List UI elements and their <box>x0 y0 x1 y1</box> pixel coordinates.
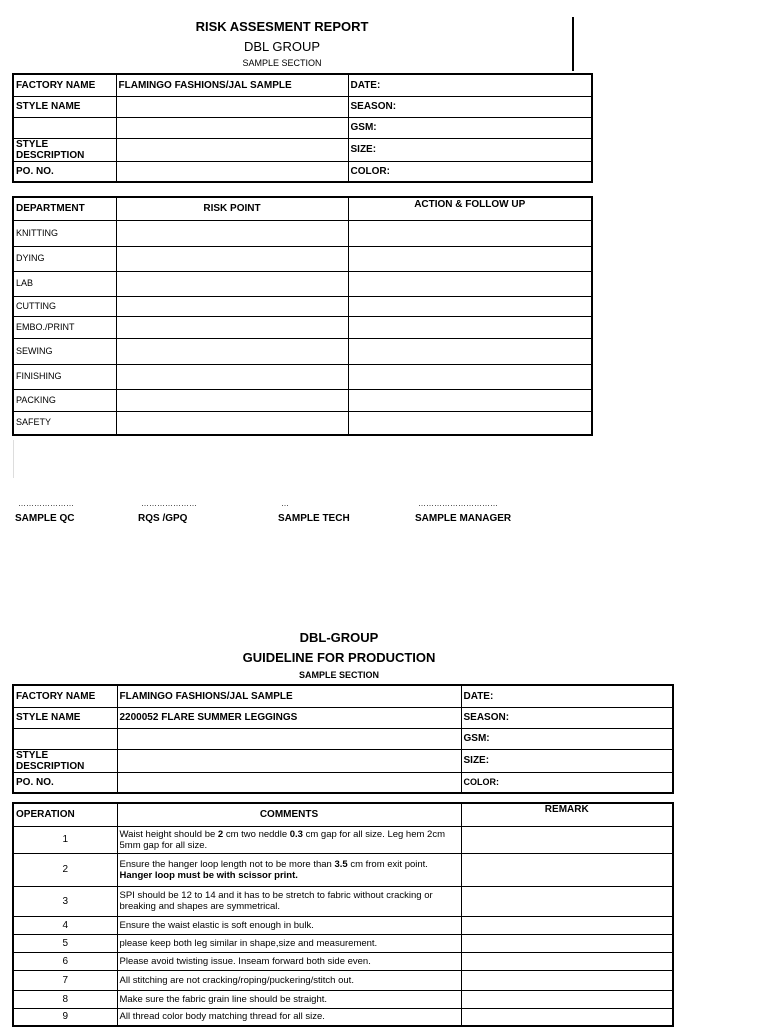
info-right-label: DATE: <box>348 74 592 96</box>
comment-text: Hanger loop must be with scissor print. <box>119 869 298 881</box>
signature-line: ………………………… <box>418 499 498 508</box>
operation-row <box>13 1008 673 1026</box>
signature-line: ………………… <box>18 499 74 508</box>
operation-number: 4 <box>13 916 117 934</box>
info-label: FACTORY NAME <box>13 74 116 96</box>
department-row <box>13 389 592 411</box>
comment-text: cm from exit point. <box>347 858 428 870</box>
report2-info-table <box>12 684 674 794</box>
risk-point-cell <box>116 411 348 435</box>
department-name: SAFETY <box>13 411 116 435</box>
department-row <box>13 220 592 246</box>
info-row <box>13 96 592 117</box>
department-row <box>13 316 592 338</box>
info-value <box>117 749 461 772</box>
department-name: EMBO./PRINT <box>13 316 116 338</box>
info-label: PO. NO. <box>13 772 117 793</box>
operation-number: 1 <box>13 826 117 853</box>
comment-text: All stitching are not cracking/roping/puckering/stitch out. <box>119 974 354 986</box>
remark-cell <box>461 826 673 853</box>
comment-text: 3.5 <box>334 858 348 870</box>
info-row <box>13 161 592 182</box>
department-name: LAB <box>13 271 116 296</box>
faint-margin-line <box>13 440 14 478</box>
report2-title: GUIDELINE FOR PRODUCTION <box>242 650 436 665</box>
operation-row <box>13 916 673 934</box>
report1-title: RISK ASSESMENT REPORT <box>195 19 369 34</box>
remark-cell <box>461 853 673 886</box>
operation-comment <box>117 826 461 853</box>
operation-header: OPERATION <box>13 803 117 826</box>
info-row <box>13 117 592 138</box>
comment-text: 0.3 <box>289 828 303 840</box>
action-cell <box>348 316 592 338</box>
department-name: SEWING <box>13 338 116 364</box>
info-value <box>117 728 461 749</box>
info-label: PO. NO. <box>13 161 116 182</box>
action-cell <box>348 271 592 296</box>
action-cell <box>348 246 592 271</box>
info-row <box>13 772 673 793</box>
info-value <box>116 117 348 138</box>
comment-text: cm gap for all size. Leg hem 2cm 5mm gap for all size. <box>119 828 446 851</box>
info-label: STYLE NAME <box>13 707 117 728</box>
comment-text: Ensure the waist elastic is soft enough in bulk. <box>119 919 314 931</box>
info-right-label: GSM: <box>348 117 592 138</box>
report2-operations-table <box>12 802 674 1027</box>
risk-point-cell <box>116 316 348 338</box>
risk-point-cell <box>116 271 348 296</box>
department-name: KNITTING <box>13 220 116 246</box>
comment-text: please keep both leg similar in shape,size and measurement. <box>119 937 378 949</box>
operation-comment <box>117 934 461 952</box>
report1-info-table <box>12 73 593 183</box>
department-row <box>13 364 592 389</box>
info-value: FLAMINGO FASHIONS/JAL SAMPLE <box>116 74 348 96</box>
operation-row <box>13 952 673 970</box>
signature-line: … <box>281 499 289 508</box>
remark-cell <box>461 952 673 970</box>
info-right-label: SIZE: <box>348 138 592 161</box>
operation-row <box>13 853 673 886</box>
operation-row <box>13 990 673 1008</box>
signature-label: SAMPLE MANAGER <box>415 513 512 524</box>
operation-comment <box>117 990 461 1008</box>
action-cell <box>348 338 592 364</box>
risk-point-cell <box>116 389 348 411</box>
comment-text: Waist height should be <box>119 828 218 840</box>
info-value <box>116 161 348 182</box>
risk-point-cell <box>116 220 348 246</box>
department-row <box>13 296 592 316</box>
department-name: CUTTING <box>13 296 116 316</box>
action-header: ACTION & FOLLOW UP <box>348 197 592 220</box>
info-row <box>13 74 592 96</box>
department-name: PACKING <box>13 389 116 411</box>
action-cell <box>348 220 592 246</box>
info-right-label: SEASON: <box>348 96 592 117</box>
signature-label: RQS /GPQ <box>138 513 188 524</box>
comment-text: 2 <box>217 828 224 840</box>
remark-cell <box>461 1008 673 1026</box>
action-cell <box>348 296 592 316</box>
department-name: DYING <box>13 246 116 271</box>
operation-comment <box>117 1008 461 1026</box>
remark-cell <box>461 916 673 934</box>
department-row <box>13 411 592 435</box>
report1-section: SAMPLE SECTION <box>242 58 322 68</box>
operation-row <box>13 826 673 853</box>
operation-number: 3 <box>13 886 117 916</box>
info-right-label: SIZE: <box>461 749 673 772</box>
report2-section: SAMPLE SECTION <box>298 670 379 680</box>
info-row <box>13 685 673 707</box>
department-header: DEPARTMENT <box>13 197 116 220</box>
info-right-label: COLOR: <box>461 772 673 793</box>
info-value <box>116 138 348 161</box>
department-row <box>13 338 592 364</box>
remark-cell <box>461 970 673 990</box>
info-label: STYLE NAME <box>13 96 116 117</box>
operation-comment <box>117 886 461 916</box>
info-row <box>13 728 673 749</box>
comment-text: SPI should be 12 to 14 and it has to be stretch to fabric without cracking or breaking and shapes are symmetrical. <box>119 890 433 912</box>
operation-comment <box>117 916 461 934</box>
operation-number: 9 <box>13 1008 117 1026</box>
info-label: FACTORY NAME <box>13 685 117 707</box>
risk-point-cell <box>116 364 348 389</box>
header-divider <box>572 17 574 71</box>
info-label: STYLE DESCRIPTION <box>13 138 116 161</box>
operation-comment <box>117 853 461 886</box>
remark-cell <box>461 934 673 952</box>
comment-text: Please avoid twisting issue. Inseam forward both side even. <box>119 955 371 967</box>
remark-cell <box>461 990 673 1008</box>
report2-company: DBL-GROUP <box>299 630 379 645</box>
operation-comment <box>117 970 461 990</box>
signature-label: SAMPLE TECH <box>278 513 350 524</box>
info-value <box>117 772 461 793</box>
department-row <box>13 271 592 296</box>
info-right-label: DATE: <box>461 685 673 707</box>
operation-number: 8 <box>13 990 117 1008</box>
operation-comment <box>117 952 461 970</box>
operation-number: 5 <box>13 934 117 952</box>
operation-row <box>13 886 673 916</box>
info-row <box>13 749 673 772</box>
info-row <box>13 707 673 728</box>
department-name: FINISHING <box>13 364 116 389</box>
operation-number: 6 <box>13 952 117 970</box>
remark-header: REMARK <box>461 803 673 826</box>
info-label <box>13 728 117 749</box>
info-right-label: SEASON: <box>461 707 673 728</box>
risk-point-cell <box>116 338 348 364</box>
action-cell <box>348 411 592 435</box>
action-cell <box>348 364 592 389</box>
department-row <box>13 246 592 271</box>
operations-header-row <box>13 803 673 826</box>
operation-number: 2 <box>13 853 117 886</box>
operation-row <box>13 970 673 990</box>
risk-header-row <box>13 197 592 220</box>
operation-row <box>13 934 673 952</box>
risk-point-cell <box>116 246 348 271</box>
signature-label: SAMPLE QC <box>15 513 75 524</box>
comment-text: cm two neddle <box>223 828 290 840</box>
comment-text: Ensure the hanger loop length not to be more than <box>119 858 335 870</box>
info-row <box>13 138 592 161</box>
operation-number: 7 <box>13 970 117 990</box>
comment-text: All thread color body matching thread for all size. <box>119 1011 325 1023</box>
info-value: FLAMINGO FASHIONS/JAL SAMPLE <box>117 685 461 707</box>
info-right-label: GSM: <box>461 728 673 749</box>
info-right-label: COLOR: <box>348 161 592 182</box>
info-label: STYLE DESCRIPTION <box>13 749 117 772</box>
remark-cell <box>461 886 673 916</box>
info-value <box>116 96 348 117</box>
report1-risk-table <box>12 196 593 436</box>
report1-company: DBL GROUP <box>243 39 321 54</box>
info-label <box>13 117 116 138</box>
risk-point-header: RISK POINT <box>116 197 348 220</box>
comments-header: COMMENTS <box>117 803 461 826</box>
signature-line: ………………… <box>141 499 197 508</box>
action-cell <box>348 389 592 411</box>
info-value: 2200052 FLARE SUMMER LEGGINGS <box>117 707 461 728</box>
comment-text: Make sure the fabric grain line should be straight. <box>119 993 328 1005</box>
risk-point-cell <box>116 296 348 316</box>
